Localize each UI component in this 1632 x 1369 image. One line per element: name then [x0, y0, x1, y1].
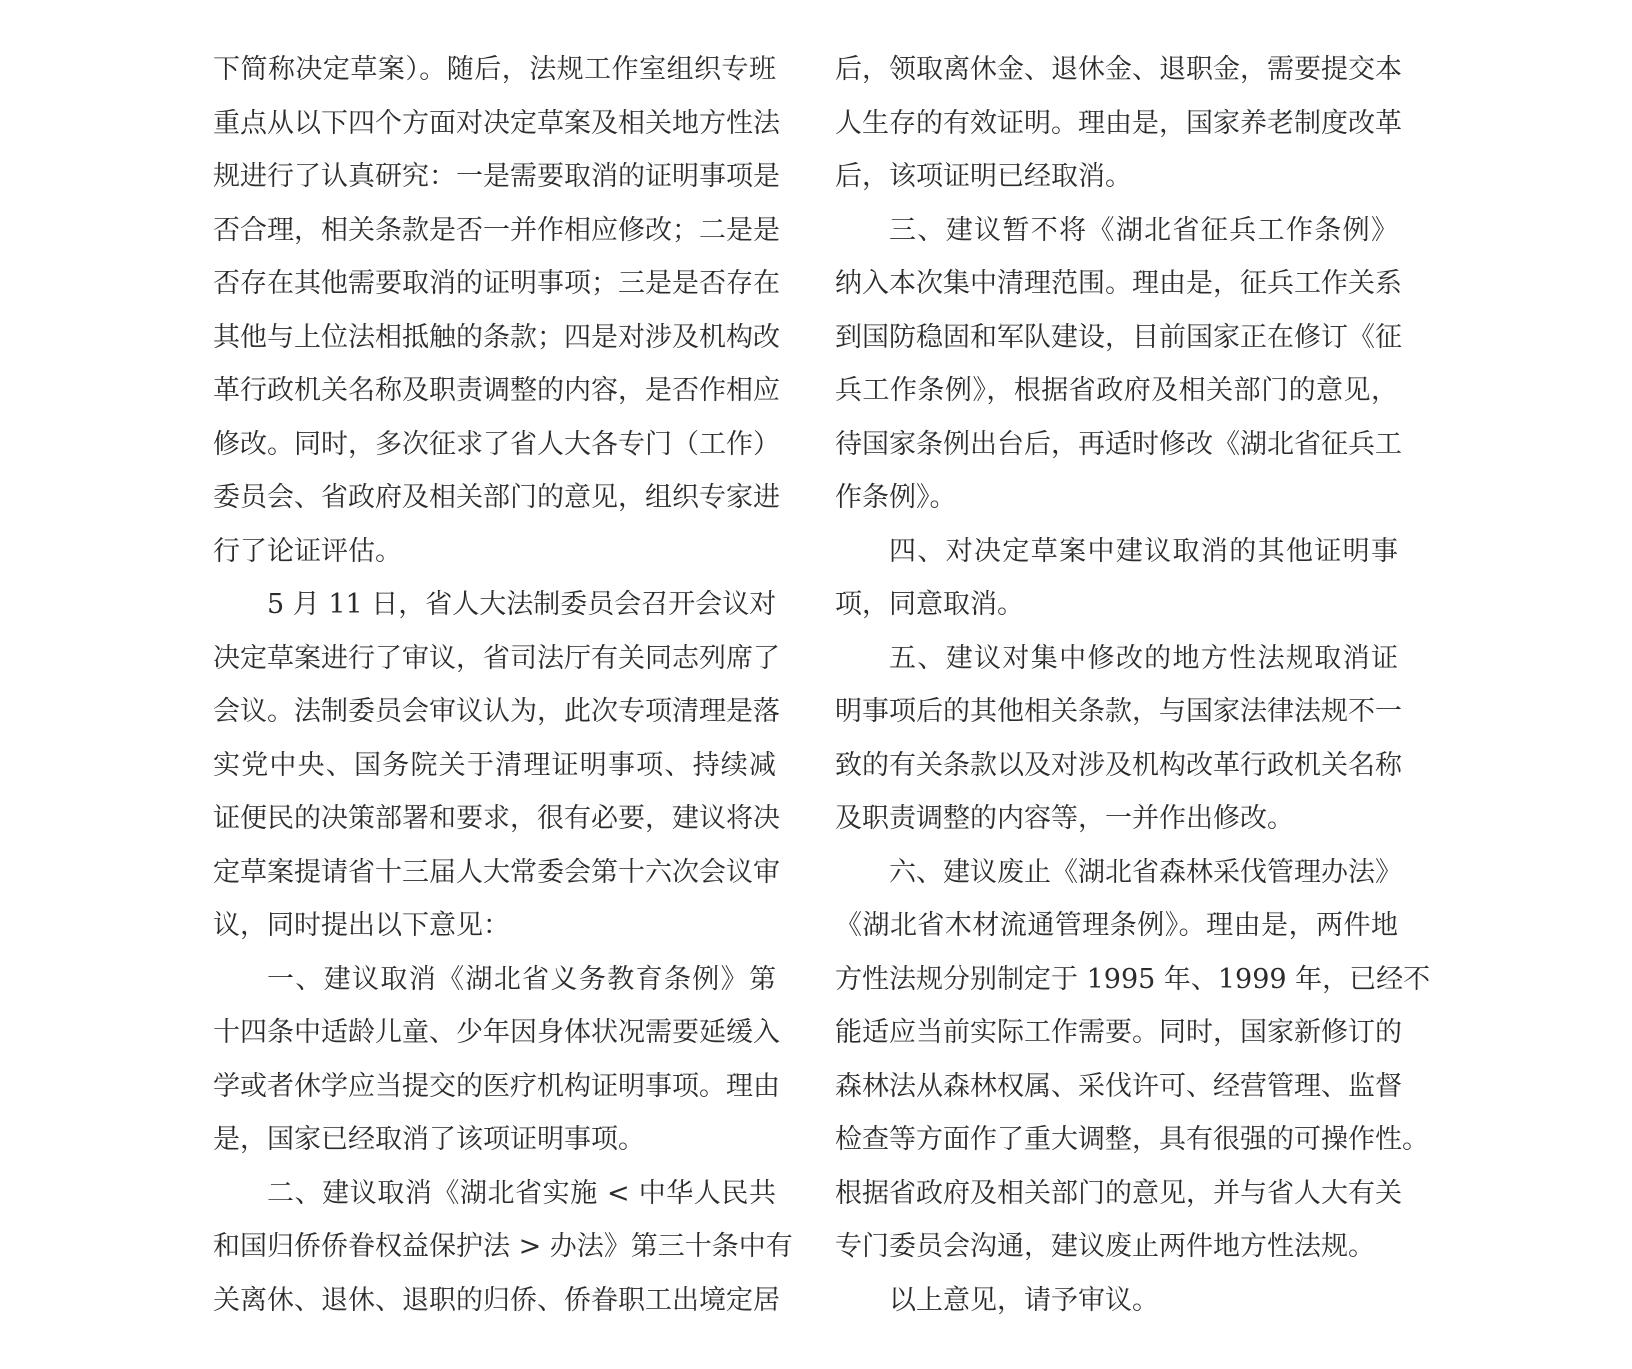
- text-line: 委员会、省政府及相关部门的意见，组织专家进: [213, 482, 780, 513]
- text-line: 会议。法制委员会审议认为，此次专项清理是落: [213, 696, 780, 727]
- text-line: 决定草案进行了审议，省司法厅有关同志列席了: [213, 642, 780, 674]
- text-line: 行了论证评估。: [213, 535, 402, 567]
- text-line: 人生存的有效证明。理由是，国家养老制度改革: [835, 107, 1402, 139]
- text-line: 根据省政府及相关部门的意见，并与省人大有关: [835, 1177, 1402, 1209]
- text-line: 及职责调整的内容等，一并作出修改。: [835, 803, 1294, 834]
- text-line: 否存在其他需要取消的证明事项；三是是否存在: [213, 268, 780, 299]
- text-line: 证便民的决策部署和要求，很有必要，建议将决: [213, 803, 780, 834]
- text-line: 致的有关条款以及对涉及机构改革行政机关名称: [835, 749, 1402, 781]
- text-line: 否合理，相关条款是否一并作相应修改；二是是: [213, 214, 780, 246]
- text-line: 森林法从森林权属、采伐许可、经营管理、监督: [835, 1070, 1402, 1102]
- text-line: 纳入本次集中清理范围。理由是，征兵工作关系: [835, 268, 1402, 299]
- text-line: 检查等方面作了重大调整，具有很强的可操作性。: [835, 1124, 1429, 1155]
- text-line: 能适应当前实际工作需要。同时，国家新修订的: [835, 1017, 1402, 1048]
- paragraph-first-line: 二、建议取消《湖北省实施 < 中华人民共: [267, 1177, 776, 1209]
- text-line: 待国家条例出台后，再适时修改《湖北省征兵工: [835, 428, 1402, 460]
- text-line: 修改。同时，多次征求了省人大各专门（工作）: [213, 428, 780, 460]
- text-line: 议，同时提出以下意见：: [213, 910, 510, 941]
- text-line: 下简称决定草案）。随后，法规工作室组织专班: [213, 54, 776, 85]
- text-line: 和国归侨侨眷权益保护法 > 办法》第三十条中有: [213, 1231, 793, 1262]
- paragraph-first-line: 一、建议取消《湖北省义务教育条例》第: [267, 963, 776, 995]
- text-line: 实党中央、国务院关于清理证明事项、持续减: [213, 749, 776, 781]
- text-line: 其他与上位法相抵触的条款；四是对涉及机构改: [213, 321, 780, 353]
- right-text-column: [835, 43, 1431, 1327]
- text-line: 是，国家已经取消了该项证明事项。: [213, 1124, 645, 1155]
- text-line: 方性法规分别制定于 1995 年、1999 年，已经不: [835, 963, 1431, 995]
- text-line: 规进行了认真研究：一是需要取消的证明事项是: [213, 161, 780, 192]
- left-text-column: [213, 43, 793, 1327]
- text-line: 十四条中适龄儿童、少年因身体状况需要延缓入: [213, 1017, 780, 1048]
- text-line: 后，领取离休金、退休金、退职金，需要提交本: [835, 54, 1402, 85]
- text-line: 关离休、退休、退职的归侨、侨眷职工出境定居: [213, 1284, 780, 1316]
- text-line: 学或者休学应当提交的医疗机构证明事项。理由: [213, 1070, 780, 1102]
- text-line: 《湖北省木材流通管理条例》。理由是，两件地: [835, 910, 1398, 941]
- paragraph-first-line: 以上意见，请予审议。: [889, 1284, 1159, 1316]
- text-line: 兵工作条例》，根据省政府及相关部门的意见，: [835, 375, 1398, 406]
- text-line: 后，该项证明已经取消。: [835, 161, 1132, 192]
- text-line: 作条例》。: [835, 482, 957, 513]
- paragraph-first-line: 四、对决定草案中建议取消的其他证明事: [889, 535, 1398, 567]
- text-line: 到国防稳固和军队建设，目前国家正在修订《征: [835, 321, 1402, 353]
- paragraph-first-line: 三、建议暂不将《湖北省征兵工作条例》: [889, 214, 1398, 246]
- text-line: 明事项后的其他相关条款，与国家法律法规不一: [835, 696, 1402, 727]
- text-line: 革行政机关名称及职责调整的内容，是否作相应: [213, 375, 780, 406]
- paragraph-first-line: 五、建议对集中修改的地方性法规取消证: [889, 642, 1398, 674]
- text-line: 重点从以下四个方面对决定草案及相关地方性法: [213, 107, 780, 139]
- paragraph-first-line: 5 月 11 日，省人大法制委员会召开会议对: [267, 589, 777, 620]
- paragraph-first-line: 六、建议废止《湖北省森林采伐管理办法》: [889, 856, 1402, 888]
- text-line: 定草案提请省十三届人大常委会第十六次会议审: [213, 856, 780, 888]
- text-line: 项，同意取消。: [835, 589, 1024, 620]
- text-line: 专门委员会沟通，建议废止两件地方性法规。: [835, 1231, 1375, 1262]
